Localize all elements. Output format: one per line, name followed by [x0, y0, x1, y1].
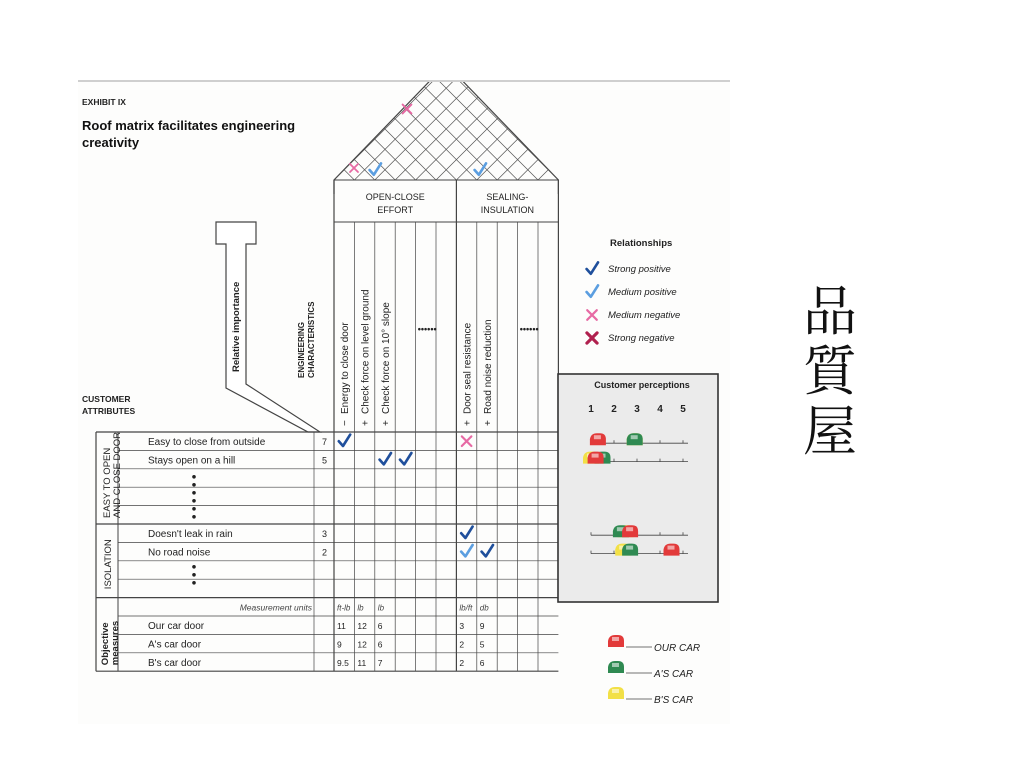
- column-group-2-line1: SEALING-: [486, 192, 529, 202]
- objective-value: 11: [337, 621, 346, 631]
- side-title: [800, 282, 860, 462]
- unit-value: lb: [377, 603, 385, 613]
- car-a-marker: [627, 433, 643, 445]
- exhibit-panel: [78, 80, 730, 724]
- legend-mark-strong-positive: [587, 262, 598, 273]
- car-ours-marker: [664, 544, 680, 556]
- ellipsis-left: ••••••: [417, 324, 437, 334]
- car-ours-marker: [588, 452, 604, 464]
- relationship-mark-strong-positive: [400, 453, 411, 464]
- ellipsis-right: ••••••: [519, 324, 539, 334]
- exhibit-title-line2: creativity: [82, 135, 140, 150]
- column-group-1-line2: EFFORT: [377, 205, 414, 215]
- units-label: Measurement units: [239, 602, 312, 613]
- objective-group-label-line2: measures: [110, 620, 121, 666]
- legend-mark-medium-positive: [587, 285, 598, 296]
- objective-group-label: Objective: [100, 622, 111, 666]
- roof-mark-3: [370, 163, 381, 174]
- ellipsis-dot: [192, 573, 196, 577]
- objective-value: 12: [357, 621, 367, 631]
- perception-scale-label: 2: [611, 404, 617, 415]
- engineering-characteristics-label-line2: CHARACTERISTICS: [307, 301, 316, 378]
- car-a-marker: [622, 544, 638, 556]
- side-title-char-3: 屋: [803, 400, 857, 463]
- ellipsis-dot: [192, 475, 196, 479]
- roof-mark-2: [350, 164, 358, 172]
- car-legend-label: OUR CAR: [654, 643, 701, 654]
- unit-value: ft-lb: [337, 603, 351, 613]
- characteristic-label: Check force on 10° slope: [381, 302, 392, 414]
- attribute-label: No road noise: [148, 547, 211, 559]
- roof-mark-4: [475, 163, 486, 174]
- legend-mark-strong-negative: [587, 333, 597, 343]
- objective-row-label: A's car door: [148, 639, 202, 651]
- characteristic-sign: +: [483, 420, 494, 426]
- legend-label: Strong negative: [608, 333, 675, 344]
- objective-value: 3: [459, 621, 465, 631]
- objective-value: 9.5: [337, 657, 349, 668]
- relationship-mark-medium-negative: [462, 436, 472, 446]
- legend-title: Relationships: [610, 238, 673, 249]
- relationship-mark-strong-positive: [380, 453, 391, 464]
- ellipsis-dot: [192, 499, 196, 503]
- ellipsis-dot: [192, 483, 196, 487]
- attribute-group-2: ISOLATION: [103, 539, 114, 590]
- car-legend-label: B'S CAR: [654, 695, 694, 706]
- attribute-importance: 7: [322, 437, 328, 447]
- ellipsis-dot: [192, 491, 196, 495]
- side-title-char-1: 品: [803, 280, 857, 343]
- roof-outline: [334, 82, 558, 194]
- customer-perceptions-title: Customer perceptions: [594, 380, 690, 390]
- car-ours-marker: [590, 433, 606, 445]
- objective-row-label: Our car door: [148, 621, 205, 632]
- customer-attributes-label-line2: ATTRIBUTES: [82, 406, 136, 416]
- objective-value: 6: [479, 657, 485, 668]
- objective-value: 7: [377, 657, 383, 668]
- customer-attributes-label: CUSTOMER: [82, 394, 131, 404]
- column-group-2-line2: INSULATION: [480, 205, 535, 215]
- objective-row-label: B's car door: [148, 657, 202, 669]
- side-title-char-2: 質: [803, 340, 857, 403]
- car-legend-label: A'S CAR: [654, 669, 694, 680]
- relationship-mark-medium-positive: [461, 545, 472, 556]
- engineering-characteristics-label: ENGINEERING: [297, 321, 306, 378]
- objective-value: 5: [479, 639, 485, 650]
- relationship-mark-strong-positive: [461, 527, 472, 538]
- characteristic-sign: −: [340, 420, 352, 426]
- attribute-label: Doesn't leak in rain: [148, 529, 233, 540]
- objective-value: 6: [377, 639, 383, 650]
- objective-value: 6: [377, 621, 383, 631]
- legend-label: Medium positive: [608, 287, 677, 298]
- exhibit-label: EXHIBIT IX: [82, 97, 126, 107]
- attribute-importance: 5: [322, 455, 328, 466]
- objective-value: 9: [337, 639, 342, 650]
- legend-label: Strong positive: [608, 264, 671, 275]
- perception-scale-label: 3: [634, 404, 640, 415]
- relationship-mark-strong-positive: [482, 545, 493, 556]
- characteristic-sign: +: [462, 420, 474, 426]
- characteristic-sign: +: [381, 420, 392, 426]
- perception-scale-label: 5: [680, 404, 686, 415]
- attribute-group-1-line2: AND CLOSE DOOR: [112, 431, 123, 518]
- characteristic-sign: +: [360, 420, 372, 426]
- roof-mark-1: [403, 105, 412, 114]
- objective-value: 12: [357, 639, 367, 650]
- legend-mark-medium-negative: [587, 310, 597, 320]
- attribute-label: Easy to close from outside: [148, 437, 266, 448]
- column-group-1-line1: OPEN-CLOSE: [365, 192, 425, 202]
- objective-value: 2: [459, 657, 465, 668]
- car-ours-marker: [622, 525, 638, 537]
- characteristic-label: Road noise reduction: [483, 319, 494, 414]
- characteristic-label: Door seal resistance: [462, 322, 474, 414]
- car-legend-icon-b: [608, 687, 624, 699]
- attribute-importance: 3: [322, 529, 328, 539]
- ellipsis-dot: [192, 565, 196, 569]
- attribute-group-1-line1: EASY TO OPEN: [102, 447, 113, 518]
- car-legend-icon-ours: [608, 635, 624, 647]
- ellipsis-dot: [192, 507, 196, 511]
- attribute-importance: 2: [322, 547, 328, 558]
- relative-importance-label: Relative importance: [231, 281, 242, 372]
- exhibit-title: Roof matrix facilitates engineering: [82, 118, 296, 133]
- perception-scale-label: 4: [657, 404, 663, 415]
- characteristic-label: Check force on level ground: [360, 289, 372, 414]
- unit-value: db: [479, 603, 489, 613]
- unit-value: lb/ft: [459, 603, 473, 613]
- legend-label: Medium negative: [608, 310, 681, 321]
- objective-value: 11: [357, 657, 367, 668]
- house-of-quality-diagram: [78, 82, 730, 724]
- relationship-mark-strong-positive: [339, 435, 350, 446]
- perception-scale-label: 1: [588, 404, 594, 415]
- ellipsis-dot: [192, 515, 196, 519]
- unit-value: lb: [357, 603, 364, 613]
- objective-value: 9: [479, 621, 485, 631]
- objective-value: 2: [459, 639, 465, 650]
- car-legend-icon-a: [608, 661, 624, 673]
- attribute-label: Stays open on a hill: [148, 455, 236, 467]
- ellipsis-dot: [192, 581, 196, 585]
- characteristic-label: Energy to close door: [340, 322, 352, 414]
